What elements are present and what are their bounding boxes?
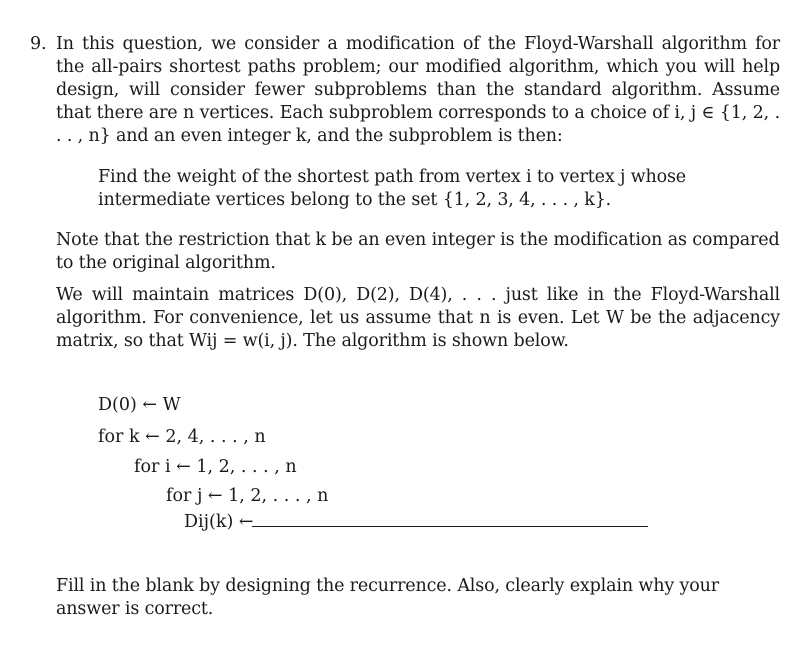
question-number: 9. xyxy=(30,34,47,54)
answer-blank-line xyxy=(252,526,648,527)
algorithm-line-for-i: for i ← 1, 2, . . . , n xyxy=(134,457,297,477)
subproblem-definition: Find the weight of the shortest path from vertex i to vertex j whose intermediate vertices belong to the set {1, 2, 3, 4, . . . , k}. xyxy=(98,167,687,210)
matrices-paragraph: We will maintain matrices D(0), D(2), D(4), . . . just like in the Floyd-Warshall algorithm. For convenience, let us assume that n is even. Let W be the adjacency matrix, so that Wij = w(i, j). The algorithm is shown below. xyxy=(56,285,780,351)
algorithm-line-for-j: for j ← 1, 2, . . . , n xyxy=(166,486,329,506)
algorithm-line-assignment: Dij(k) ← xyxy=(184,512,254,532)
intro-paragraph: In this question, we consider a modification of the Floyd-Warshall algorithm for the all-pairs shortest paths problem; our modified algorithm, which you will help design, will consider fewer subproblems than the standard algorithm. Assume that there are n vertices. Each subproblem corresponds to a choice of i, j ∈ {1, 2, . . . , n} and an even integer k, and the subproblem is then: xyxy=(56,34,780,146)
algorithm-line-for-k: for k ← 2, 4, . . . , n xyxy=(98,427,266,447)
note-paragraph: Note that the restriction that k be an even integer is the modification as compared to the original algorithm. xyxy=(56,230,780,273)
algorithm-line-init: D(0) ← W xyxy=(98,395,181,415)
instruction-paragraph: Fill in the blank by designing the recurrence. Also, clearly explain why your answer is correct. xyxy=(56,576,719,619)
